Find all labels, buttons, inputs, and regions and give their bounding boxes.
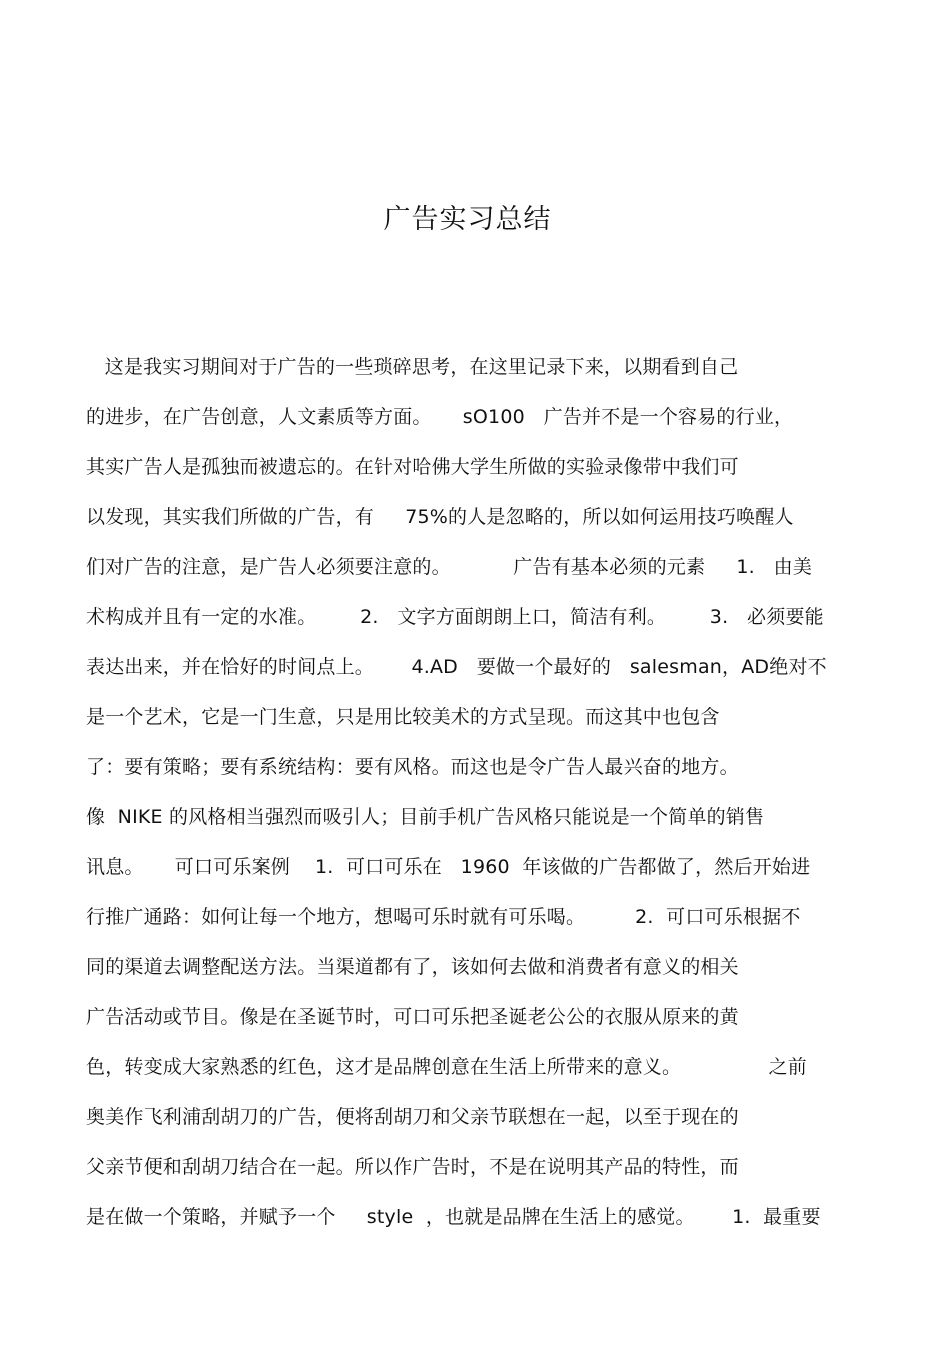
body-line-4: 以发现，其实我们所做的广告，有 75%的人是忽略的，所以如何运用技巧唤醒人 — [86, 506, 794, 528]
body-line-2: 的进步，在广告创意，人文素质等方面。 sO100 广告并不是一个容易的行业， — [86, 406, 794, 428]
body-line-14: 广告活动或节目。像是在圣诞节时，可口可乐把圣诞老公公的衣服从原来的黄 — [86, 1006, 739, 1028]
body-line-5: 们对广告的注意，是广告人必须要注意的。 广告有基本必须的元素 1. 由美 — [86, 556, 813, 578]
body-line-15: 色，转变成大家熟悉的红色，这才是品牌创意在生活上所带来的意义。 之前 — [86, 1056, 807, 1078]
body-line-17: 父亲节便和刮胡刀结合在一起。所以作广告时，不是在说明其产品的特性，而 — [86, 1156, 739, 1178]
body-line-1: 这是我实习期间对于广告的一些琐碎思考，在这里记录下来，以期看到自己 — [86, 356, 739, 378]
body-line-12: 行推广通路：如何让每一个地方，想喝可乐时就有可乐喝。 2. 可口可乐根据不 — [86, 906, 801, 928]
body-line-16: 奥美作飞利浦刮胡刀的广告，便将刮胡刀和父亲节联想在一起，以至于现在的 — [86, 1106, 739, 1128]
body-line-10: 像 NIKE 的风格相当强烈而吸引人；目前手机广告风格只能说是一个简单的销售 — [86, 806, 765, 828]
body-line-6: 术构成并且有一定的水准。 2. 文字方面朗朗上口，简洁有利。 3. 必须要能 — [86, 606, 824, 628]
body-line-13: 同的渠道去调整配送方法。当渠道都有了，该如何去做和消费者有意义的相关 — [86, 956, 739, 978]
body-line-7: 表达出来，并在恰好的时间点上。 4.AD 要做一个最好的 salesman，AD绝对不 — [86, 656, 827, 678]
body-line-8: 是一个艺术，它是一门生意，只是用比较美术的方式呈现。而这其中也包含 — [86, 706, 720, 728]
body-line-18: 是在做一个策略，并赋予一个 style ，也就是品牌在生活上的感觉。 1. 最重要 — [86, 1206, 821, 1228]
document-title: 广告实习总结 — [383, 204, 552, 235]
body-line-11: 讯息。 可口可乐案例 1. 可口可乐在 1960 年该做的广告都做了，然后开始进 — [86, 856, 811, 878]
body-line-3: 其实广告人是孤独而被遗忘的。在针对哈佛大学生所做的实验录像带中我们可 — [86, 456, 739, 478]
body-line-9: 了：要有策略；要有系统结构：要有风格。而这也是令广告人最兴奋的地方。 — [86, 756, 739, 778]
